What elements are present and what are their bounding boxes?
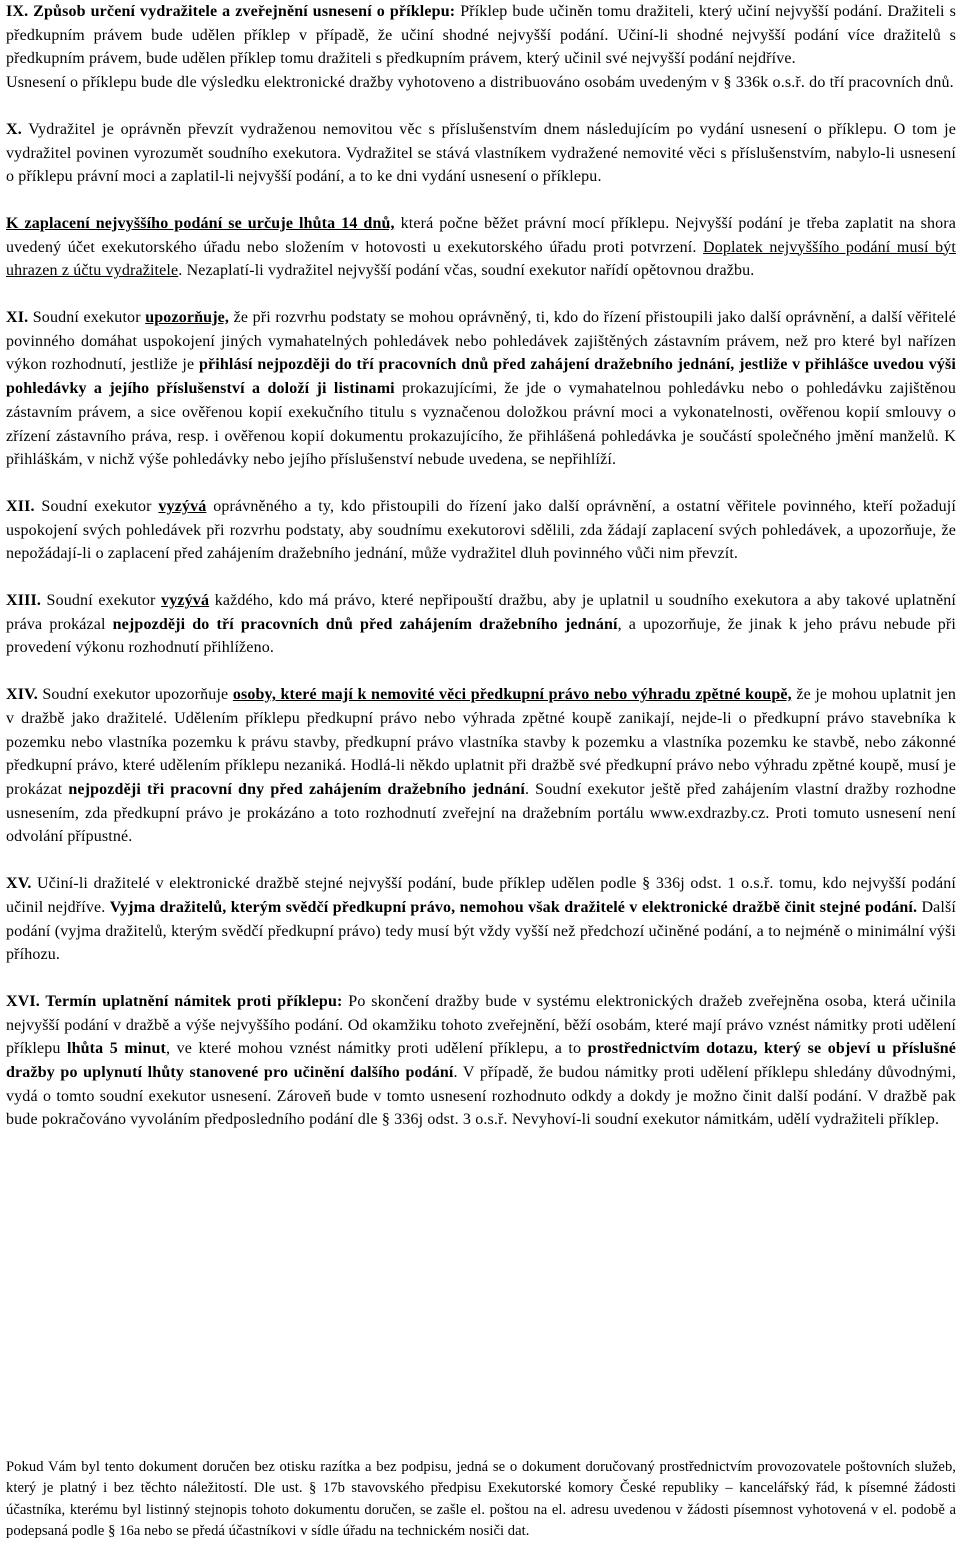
section-xiv-text-1: Soudní exekutor upozorňuje [37,686,233,704]
section-xv-text-2: Další podání (vyjma dražitelů, kterým svědčí předkupní právo) tedy musí být vždy vyšší než předchozí učiněné podání, a to nejméně o minimální výši příhozu. [6,898,956,964]
section-xi-text-2: že při rozvrhu podstaty se mohou oprávněný, ti, kdo do řízení přistoupili jako další oprávnění, a další věřitelé povinného domáhat uspokojení jiných vymahatelných pohledávek nebo pohledávek zajištěných zástavním právem, než pro které byl nařízen výkon rozhodnutí, jestliže je [6,309,956,374]
section-xiii-text-3: , a upozorňuje, že jinak k jeho právu nebude při provedení výkonu rozhodnutí přihlíženo. [6,615,956,657]
payment-deadline: K zaplacení nejvyššího podání se určuje lhůta 14 dnů, [6,214,395,232]
section-xvi-text-3: . V případě, že budou námitky proti udělení příklepu shledány důvodnými, vydá o tomto soudní exekutor usnesení. Zároveň bude v tomto usnesení rozhodnuto odkdy a dokdy je možno činit další podání. V dražbě pak bude pokračováno vyvoláním předposledního podání dle § 336j odst. 3 o.s.ř. Nevyhoví-li soudní exekutor námitkám, udělí vydražiteli příklep. [6,1064,956,1129]
spacer [6,472,956,495]
section-xiv-bold: nejpozději tři pracovní dny před zahájením dražebního jednání [68,780,525,798]
section-xv-text-1: Učiní-li dražitelé v elektronické dražbě stejné nejvyšší podání, bude příklep udělen podle § 336j odst. 1 o.s.ř. tomu, kdo nejvyšší podání učinil nejdříve. [6,875,956,916]
section-xii-call: vyzývá [158,497,207,515]
section-xv [6,872,956,967]
section-xii-text-1: Soudní exekutor [34,497,159,515]
section-xiii-bold: nejpozději do tří pracovních dnů před zahájením dražebního jednání [112,615,618,633]
section-x [6,118,956,189]
section-xvi-bold-2: prostřednictvím dotazu, který se objeví u příslušné dražby po uplynutí lhůty stanovené pro učinění dalšího podání [6,1040,956,1082]
document-page [6,0,956,1132]
section-xiv [6,683,956,849]
section-xiii-text-1: Soudní exekutor [40,592,162,610]
spacer [6,95,956,118]
footer-note: Pokud Vám byl tento dokument doručen bez otisku razítka a bez podpisu, jedná se o dokument doručovaný prostřednictvím provozovatele poštovních služeb, který je platný i bez těchto náležitostí. Dle ust. § 17b stavovského předpisu Exekutorské komory České republiky – kancelářský řád, k písemné žádosti účastníka, kterému byl listinný stejnopis tohoto dokumentu doručen, se zašle el. poštou na el. adresu uvedenou v žádosti písemnost vyhotovená v el. podobě a podepsaná podle § 16a nebo se předá účastníkovi v sídle úřadu na technickém nosiči dat. [6,1459,956,1539]
section-ix-heading: IX. Způsob určení vydražitele a zveřejnění usnesení o příklepu: [6,3,456,20]
section-xi-heading: XI. [6,309,29,327]
section-xiii [6,589,956,660]
section-ix [6,0,956,71]
section-x-heading: X. [6,120,22,138]
section-xi-text-3: prokazujícími, že jde o vymahatelnou pohledávku nebo o pohledávku zajištěnou zástavním právem, a sice ověřenou kopií exekučního titulu s vyznačenou doložkou právní moci a vykonatelnosti, ověřenou kopií smlouvy o zřízení zástavního práva, resp. i ověřenou kopií dokumentu prokazujícího, že přihlášená pohledávka je součástí společného jmění manželů. K přihláškám, v nichž výše pohledávky nebo jejího příslušenství nebude uvedena, se nepřihlíží. [6,380,956,469]
section-xv-heading: XV. [6,875,32,893]
spacer [6,283,956,306]
section-xi-text-1: Soudní exekutor [28,309,146,327]
section-xiv-persons: osoby, které mají k nemovité věci předkupní právo nebo výhradu zpětné koupě, [232,686,792,704]
spacer [6,849,956,872]
section-xii-text-2: oprávněného a ty, kdo přistoupili do řízení jako další oprávnění, a ostatní věřitele povinného, kteří požadují uspokojení svých pohledávek při rozvrhu podstaty, aby soudnímu exekutorovi sdělili, zda žádají zaplacení svých pohledávek, a upozorňuje, že nepožádají-li o zaplacení před zahájením dražebního jednání, může vydražitel dluh povinného vůči nim převzít. [6,497,956,563]
section-xvi-bold-1: lhůta 5 minut [66,1040,167,1058]
spacer [6,660,956,683]
section-xvi-heading: XVI. Termín uplatnění námitek proti příklepu: [6,992,343,1010]
section-xv-bold: Vyjma dražitelů, kterým svědčí předkupní právo, nemohou však dražitelé v elektronické dražbě činit stejné podání. [109,898,918,916]
section-ix-paragraph-2 [6,71,956,95]
section-xvi [6,990,956,1132]
section-xvi-text-1: Po skončení dražby bude v systému elektronických dražeb zveřejněna osoba, která učinila nejvyšší podání v dražbě a výše nejvyššího podání. Od okamžiku tohoto zveřejnění, běží osobám, které mají právo vznést námitky proti udělení příklepu [6,992,956,1058]
section-xiii-heading: XIII. [6,592,41,610]
section-xiii-text-2: každého, kdo má právo, které nepřipouští dražbu, aby je uplatnil u soudního exekutora a aby takové uplatnění práva prokázal [6,592,956,633]
section-xi-bold: přihlásí nejpozději do tří pracovních dnů před zahájení dražebního jednání, jestliže v přihlášce uvedou výši pohledávky a jejího příslušenství a doloží ji listinami [6,356,956,398]
section-xvi-text-2: , ve které mohou vznést námitky proti udělení příklepu, a to [166,1040,588,1058]
spacer [6,566,956,589]
section-xiv-text-2: že je mohou uplatnit jen v dražbě jako dražitelé. Udělením příklepu předkupní právo nebo výhrada zpětné koupě zanikají, nejde-li o předkupní právo stavebníka k pozemku nebo vlastníka pozemku k právu stavby, předkupní právo vlastníka stavby k pozemku a vlastníka pozemku ke stavbě, nebo zákonné předkupní právo, které udělením příklepu nezaniká. Hodlá-li někdo uplatnit při dražbě své předkupní právo nebo výhradu zpětné koupě, musí je prokázat [6,686,957,798]
section-xi [6,306,956,472]
section-xii-heading: XII. [6,497,35,515]
section-xii [6,495,956,566]
section-xiii-call: vyzývá [161,592,210,610]
section-x-text-1: Vydražitel je oprávněn převzít vydraženou nemovitou věc s příslušenstvím dnem následujícím po vydání usnesení o příklepu. O tom je vydražitel povinen vyrozumět soudního exekutora. Vydražitel se stává vlastníkem vydražené nemovité věci s příslušenstvím, nabylo-li usnesení o příklepu právní moci a zaplatil-li nejvyšší podání, a to ke dni vydání usnesení o příklepu. [6,120,956,186]
section-xiv-text-3: . Soudní exekutor ještě před zahájením vlastní dražby rozhodne usnesením, zda předkupní právo je prokázáno a toto rozhodnutí zveřejní na dražebním portálu www.exdrazby.cz. Proti tomuto usnesení není odvolání přípustné. [6,780,956,846]
section-x-paragraph-2 [6,212,956,283]
payment-account-note: Doplatek nejvyššího podání musí být uhrazen z účtu vydražitele [6,238,957,280]
section-x-text-2: která počne běžet právní mocí příklepu. Nejvyšší podání je třeba zaplatit na shora uvedený účet exekutorského úřadu nebo složením v hotovosti u exekutorského úřadu proti potvrzení. [6,214,956,256]
section-xi-warn: upozorňuje, [145,309,230,327]
spacer [6,967,956,990]
section-ix-text-1: Příklep bude učiněn tomu dražiteli, který učiní nejvyšší podání. Dražiteli s předkupním právem bude udělen příklep v případě, že učiní shodné nejvyšší podání. Učiní-li shodné nejvyšší podání více dražitelů s předkupním právem, bude udělen příklep tomu dražiteli s předkupním právem, který učinil své nejvyšší podání nejdříve. [6,3,956,68]
section-ix-text-2: Usnesení o příklepu bude dle výsledku elektronické dražby vyhotoveno a distribuováno osobám uvedeným v § 336k o.s.ř. do tří pracovních dnů. [6,74,954,92]
spacer [6,189,956,212]
section-x-text-3: . Nezaplatí-li vydražitel nejvyšší podání včas, soudní exekutor nařídí opětovnou dražbu. [178,262,755,280]
section-xiv-heading: XIV. [6,686,38,704]
